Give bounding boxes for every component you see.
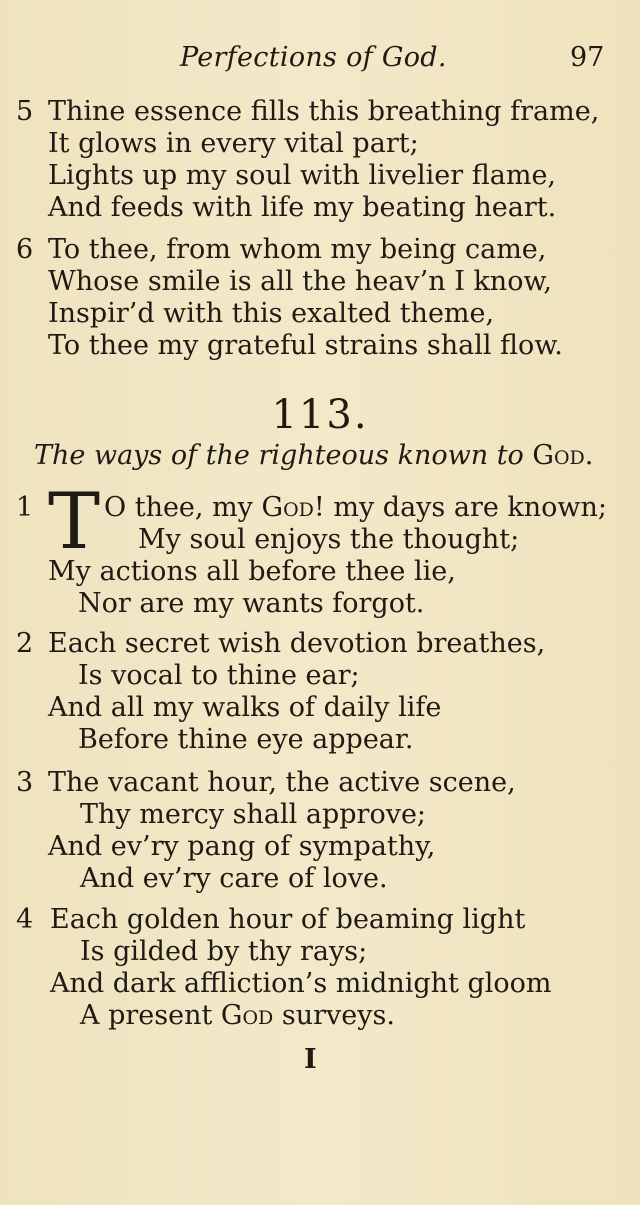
verse-line: The vacant hour, the active scene, [48,767,516,798]
verse-line: Thy mercy shall approve; [80,799,427,830]
running-header: Perfections of God. [180,42,447,73]
verse-line: Is gilded by thy rays; [80,936,368,967]
stanza-number: 6 [16,234,34,265]
verse-line: And feeds with life my beating heart. [48,192,557,223]
verse-text: ! my days are known; [313,492,608,523]
stanza-number: 3 [16,767,34,798]
verse-god: God [261,492,314,523]
verse-text: surveys. [273,1000,395,1031]
verse-line: And dark affliction’s midnight gloom [50,968,552,999]
verse-line [104,492,607,524]
hymn-number: 113. [271,392,369,438]
verse-line: And ev’ry care of love. [80,863,388,894]
verse-line: Lights up my soul with livelier flame, [48,160,557,191]
verse-line: It glows in every vital part; [48,128,419,159]
subtitle-god: God. [532,440,594,471]
stanza-number: 5 [16,96,34,127]
verse-god: God [220,1000,274,1031]
stanza-number: 1 [16,492,34,523]
verse-line: And ev’ry pang of sympathy, [48,831,436,862]
verse-line: Is vocal to thine ear; [78,660,360,691]
hymn-subtitle [34,440,593,471]
stanza-number: 4 [16,904,34,935]
subtitle-text: The ways of the righteous known to [34,440,524,471]
verse-line: My actions all before thee lie, [48,556,456,587]
verse-text: O thee, my [104,492,262,523]
verse-text: A present [80,1000,221,1031]
verse-line: Each secret wish devotion breathes, [48,628,546,659]
signature-mark: I [304,1044,317,1075]
verse-line [80,1000,395,1032]
verse-line: Before thine eye appear. [78,724,414,755]
drop-cap: T [48,477,101,567]
page-number: 97 [570,42,605,73]
stanza-number: 2 [16,628,34,659]
verse-line: Each golden hour of beaming light [50,904,526,935]
verse-line: Inspir’d with this exalted theme, [48,298,495,329]
verse-line: Thine essence fills this breathing frame, [48,96,600,127]
verse-line: To thee, from whom my being came, [48,234,547,265]
verse-line: Whose smile is all the heav’n I know, [48,266,552,297]
verse-line: And all my walks of daily life [48,692,442,723]
verse-line: Nor are my wants forgot. [78,588,425,619]
verse-line: To thee my grateful strains shall flow. [48,330,563,361]
verse-line: My soul enjoys the thought; [138,524,520,555]
